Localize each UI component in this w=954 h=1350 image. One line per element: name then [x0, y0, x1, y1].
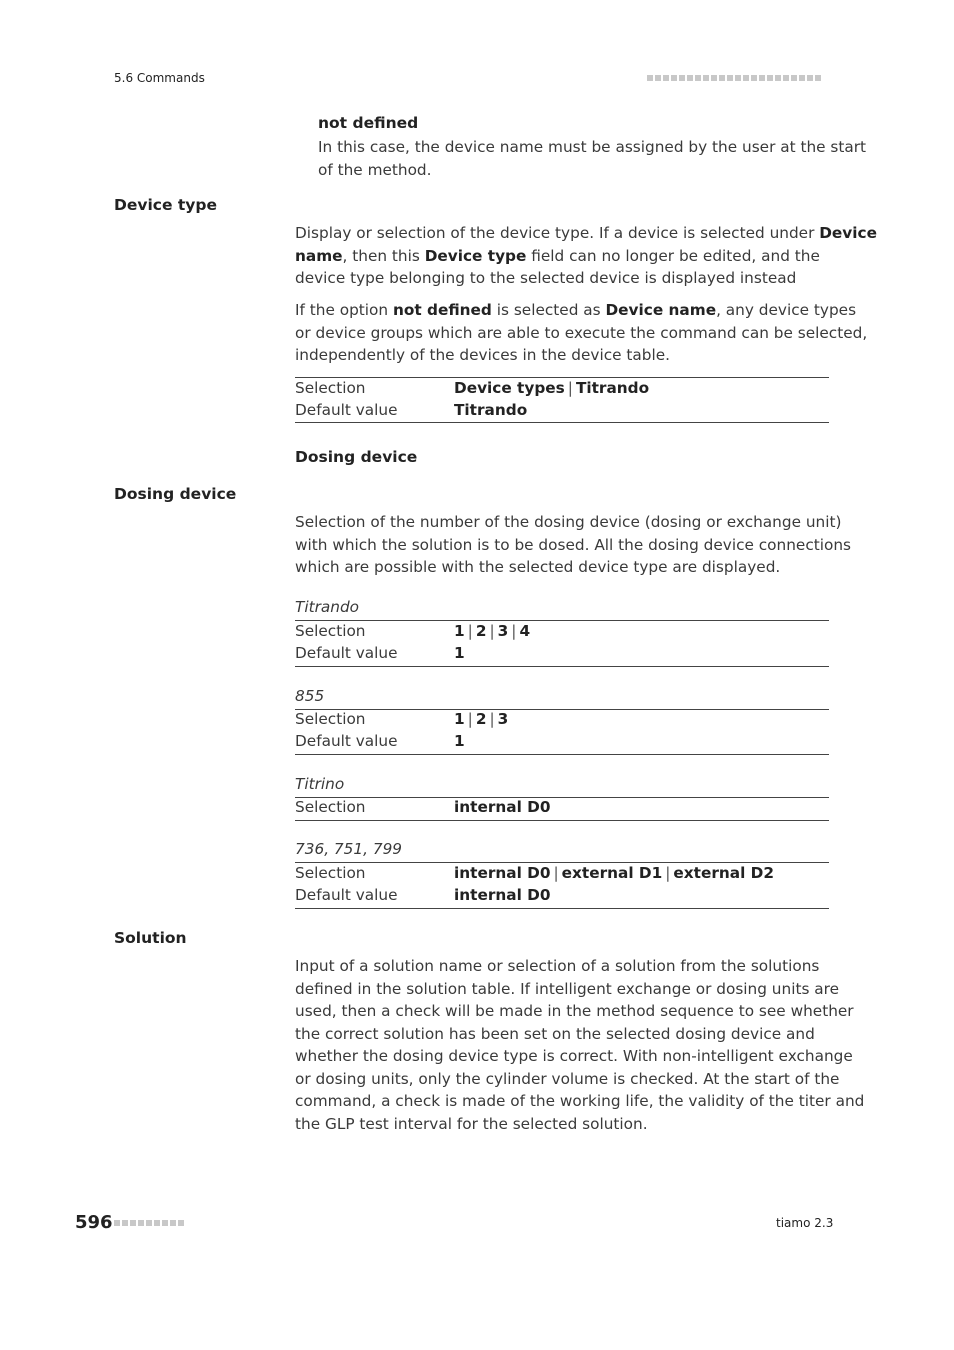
separator: | — [511, 622, 517, 640]
device-type-label: Device type — [114, 196, 218, 214]
default-label: Default value — [295, 886, 398, 904]
option: 1 — [454, 710, 465, 728]
text-line: or dosing units, only the cylinder volume is checked. At the start of the — [295, 1069, 840, 1088]
separator: | — [467, 710, 473, 728]
option: external D2 — [673, 864, 775, 882]
option: Titrando — [575, 379, 650, 397]
selection-label: Selection — [295, 622, 366, 640]
text-line: with which the solution is to be dosed. All the dosing device connections — [295, 535, 852, 554]
text-line: device type belonging to the selected device is displayed instead — [295, 269, 797, 287]
separator: | — [489, 622, 495, 640]
text-run: is selected as — [491, 301, 606, 319]
selection-value — [454, 864, 774, 882]
selection-label: Selection — [295, 379, 366, 397]
solution-label: Solution — [114, 929, 187, 947]
not-defined-line: of the method. — [318, 160, 432, 179]
default-label: Default value — [295, 644, 398, 662]
device-type-note — [295, 299, 867, 367]
text-run-bold: name — [295, 246, 343, 265]
text-line: whether the dosing device type is correct. With non-intelligent exchange — [295, 1047, 853, 1065]
text-line: or device groups which are able to execute the command can be selected, — [295, 323, 868, 342]
footer-dots-decoration — [114, 1220, 184, 1226]
dosing-device-subheading: Dosing device — [295, 448, 418, 466]
option: internal D0 — [454, 864, 551, 882]
table-caption: Titrino — [295, 775, 345, 793]
text-line: Selection of the number of the dosing device (dosing or exchange unit) — [295, 513, 842, 531]
table-rule — [295, 377, 829, 378]
table-rule — [295, 820, 829, 821]
option: 1 — [454, 622, 465, 640]
selection-label: Selection — [295, 864, 366, 882]
default-label: Default value — [295, 401, 398, 419]
table-rule — [295, 620, 829, 621]
text-line: which are possible with the selected device type are displayed. — [295, 558, 781, 576]
not-defined-text — [318, 136, 866, 181]
solution-description — [295, 955, 864, 1135]
default-value: Titrando — [454, 401, 528, 419]
separator: | — [467, 622, 473, 640]
text-run: If the option — [295, 301, 393, 319]
default-value: 1 — [454, 644, 465, 662]
text-run-bold: not defined — [392, 301, 492, 319]
dosing-device-description — [295, 511, 851, 579]
selection-value — [454, 379, 649, 397]
option: 3 — [497, 622, 509, 640]
not-defined-line: In this case, the device name must be assigned by the user at the start — [318, 138, 867, 156]
option: 2 — [475, 622, 487, 640]
product-name: tiamo 2.3 — [776, 1216, 834, 1230]
text-run-bold: Device — [819, 224, 877, 242]
option: 3 — [497, 710, 509, 728]
selection-value: internal D0 — [454, 798, 551, 816]
text-line: the GLP test interval for the selected solution. — [295, 1114, 648, 1133]
option: external D1 — [561, 864, 663, 882]
text-run-bold: Device name — [605, 301, 717, 319]
text-run: Display or selection of the device type. If a device is selected under — [295, 224, 820, 242]
table-caption: Titrando — [295, 598, 360, 616]
selection-value — [454, 710, 508, 728]
table-rule — [295, 797, 829, 798]
separator: | — [665, 864, 671, 882]
selection-label: Selection — [295, 798, 366, 816]
text-run-bold: Device type — [424, 246, 527, 265]
separator: | — [489, 710, 495, 728]
text-line: command, a check is made of the working life, the validity of the titer and — [295, 1092, 865, 1110]
text-line: defined in the solution table. If intelligent exchange or dosing units are — [295, 979, 840, 998]
text-line: the correct solution has been set on the selected dosing device and — [295, 1024, 815, 1043]
text-line: independently of the devices in the device table. — [295, 346, 670, 364]
table-rule — [295, 862, 829, 863]
separator: | — [567, 379, 573, 397]
table-caption: 736, 751, 799 — [295, 840, 403, 858]
text-line: Input of a solution name or selection of a solution from the solutions — [295, 957, 820, 975]
dosing-device-label: Dosing device — [114, 485, 237, 503]
page-number: 596 — [75, 1212, 113, 1233]
table-rule — [295, 908, 829, 909]
device-type-description — [295, 222, 877, 290]
default-label: Default value — [295, 732, 398, 750]
table-rule — [295, 422, 829, 423]
text-run: field can no longer be edited, and the — [526, 246, 820, 265]
default-value: internal D0 — [454, 886, 551, 904]
option: 4 — [519, 622, 531, 640]
option: 2 — [475, 710, 487, 728]
selection-value — [454, 622, 530, 640]
table-rule — [295, 709, 829, 710]
separator: | — [553, 864, 559, 882]
text-run: , then this — [342, 246, 425, 265]
header-dots-decoration — [647, 75, 821, 81]
table-caption: 855 — [295, 687, 325, 705]
selection-label: Selection — [295, 710, 366, 728]
header-section: 5.6 Commands — [114, 71, 205, 85]
text-run: , any device types — [716, 301, 857, 319]
table-rule — [295, 666, 829, 667]
table-rule — [295, 754, 829, 755]
not-defined-heading: not defined — [318, 114, 419, 132]
option: Device types — [454, 379, 565, 397]
text-line: used, then a check will be made in the method sequence to see whether — [295, 1002, 854, 1020]
default-value: 1 — [454, 732, 465, 750]
